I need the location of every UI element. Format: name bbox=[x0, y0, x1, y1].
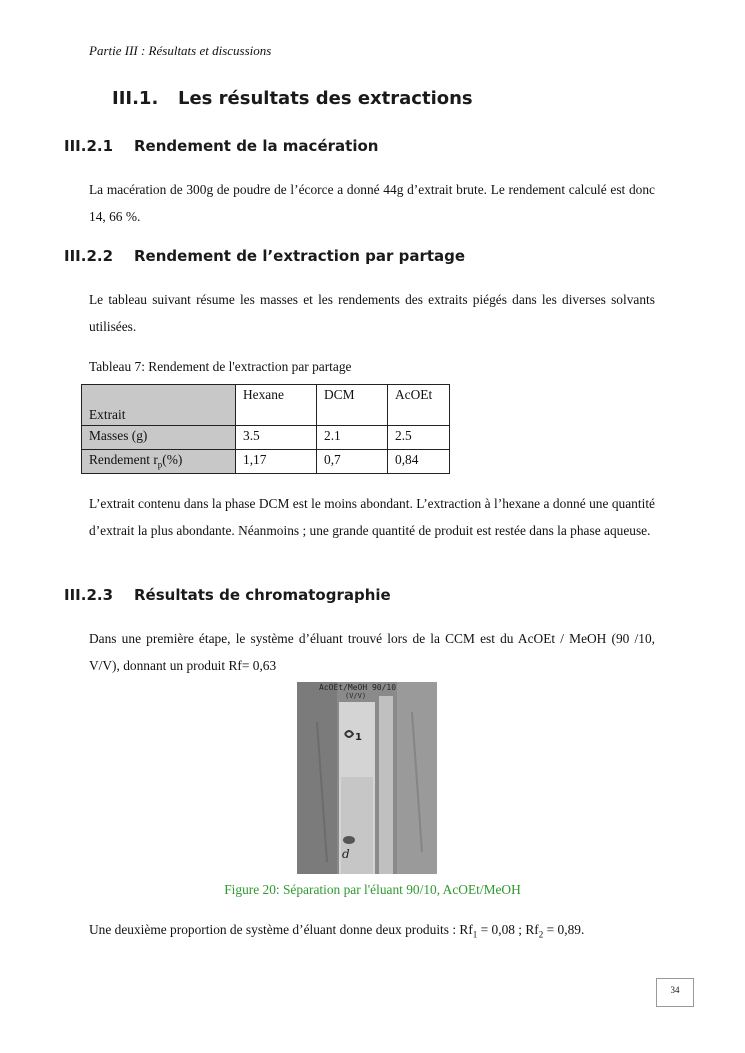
figure-caption: Figure 20: Séparation par l'éluant 90/10, AcOEt/MeOH bbox=[224, 882, 521, 897]
table-cell: 1,17 bbox=[236, 450, 317, 474]
table-cell: 2.5 bbox=[388, 426, 450, 450]
rf-text-a: Une deuxième proportion de système d’éluant donne deux produits : Rf bbox=[89, 922, 473, 937]
rf-text-c: = 0,89. bbox=[543, 922, 585, 937]
row-label-main: Rendement r bbox=[89, 452, 158, 467]
table-row bbox=[82, 426, 450, 450]
table-header-acoet: AcOEt bbox=[388, 385, 450, 426]
page-number: 34 bbox=[656, 978, 694, 1007]
subsection-number-1: III.2.1 bbox=[64, 137, 114, 155]
table-header-dcm: DCM bbox=[317, 385, 388, 426]
rf-text-b: = 0,08 ; Rf bbox=[477, 922, 539, 937]
section-heading bbox=[112, 88, 473, 109]
table-header-hexane: Hexane bbox=[236, 385, 317, 426]
partition-paragraph: Le tableau suivant résume les masses et les rendements des extraits piégés dans les diverses solvants utilisées. bbox=[89, 292, 655, 334]
plate-label-solvent: AcOEt/MeOH 90/10 bbox=[319, 683, 397, 692]
subsection-number-3: III.2.3 bbox=[64, 586, 114, 604]
plate-mark-spot: 1 bbox=[355, 732, 362, 743]
table-cell: 0,7 bbox=[317, 450, 388, 474]
table-caption: Tableau 7: Rendement de l'extraction par partage bbox=[89, 359, 352, 374]
yield-table bbox=[81, 384, 450, 474]
subsection-title-2: Rendement de l’extraction par partage bbox=[134, 247, 466, 265]
table-header-row bbox=[82, 385, 450, 426]
subsection-title-1: Rendement de la macération bbox=[134, 137, 379, 155]
dcm-paragraph: L’extrait contenu dans la phase DCM est le moins abondant. L’extraction à l’hexane a donné une quantité d’extrait la plus abondante. Néanmoins ; une grande quantité de produit est restée dans la phase aqueuse. bbox=[89, 496, 655, 538]
rf-sub-2: 2 bbox=[538, 929, 544, 940]
row-label-subscript: p bbox=[157, 459, 163, 470]
subsection-title-3: Résultats de chromatographie bbox=[134, 586, 391, 604]
subsection-number-2: III.2.2 bbox=[64, 247, 114, 265]
table-row-label: Masses (g) bbox=[82, 426, 236, 450]
section-number: III.1. bbox=[112, 88, 159, 109]
chromatography-paragraph: Dans une première étape, le système d’éluant trouvé lors de la CCM est du AcOEt / MeOH (90 /10, V/V), donnant un produit Rf= 0,63 bbox=[89, 631, 655, 673]
table-cell: 3.5 bbox=[236, 426, 317, 450]
plate-label-ratio: (V/V) bbox=[345, 692, 367, 700]
section-title: Les résultats des extractions bbox=[178, 88, 473, 109]
plate-mark-origin: d bbox=[342, 847, 350, 861]
table-row-label bbox=[82, 450, 236, 474]
table-cell: 2.1 bbox=[317, 426, 388, 450]
rf-results-paragraph bbox=[89, 916, 655, 949]
subsection-heading-3 bbox=[64, 586, 391, 604]
row-label-unit: (%) bbox=[162, 452, 183, 467]
subsection-heading-1 bbox=[64, 137, 378, 155]
table-header-extrait: Extrait bbox=[82, 385, 236, 426]
tlc-plate-photo bbox=[297, 682, 437, 874]
running-header: Partie III : Résultats et discussions bbox=[89, 43, 272, 58]
table-cell: 0,84 bbox=[388, 450, 450, 474]
rf-sub-1: 1 bbox=[472, 929, 478, 940]
table-row bbox=[82, 450, 450, 474]
subsection-heading-2 bbox=[64, 247, 465, 265]
maceration-paragraph: La macération de 300g de poudre de l’écorce a donné 44g d’extrait brute. Le rendement calculé est donc 14, 66 %. bbox=[89, 182, 655, 224]
